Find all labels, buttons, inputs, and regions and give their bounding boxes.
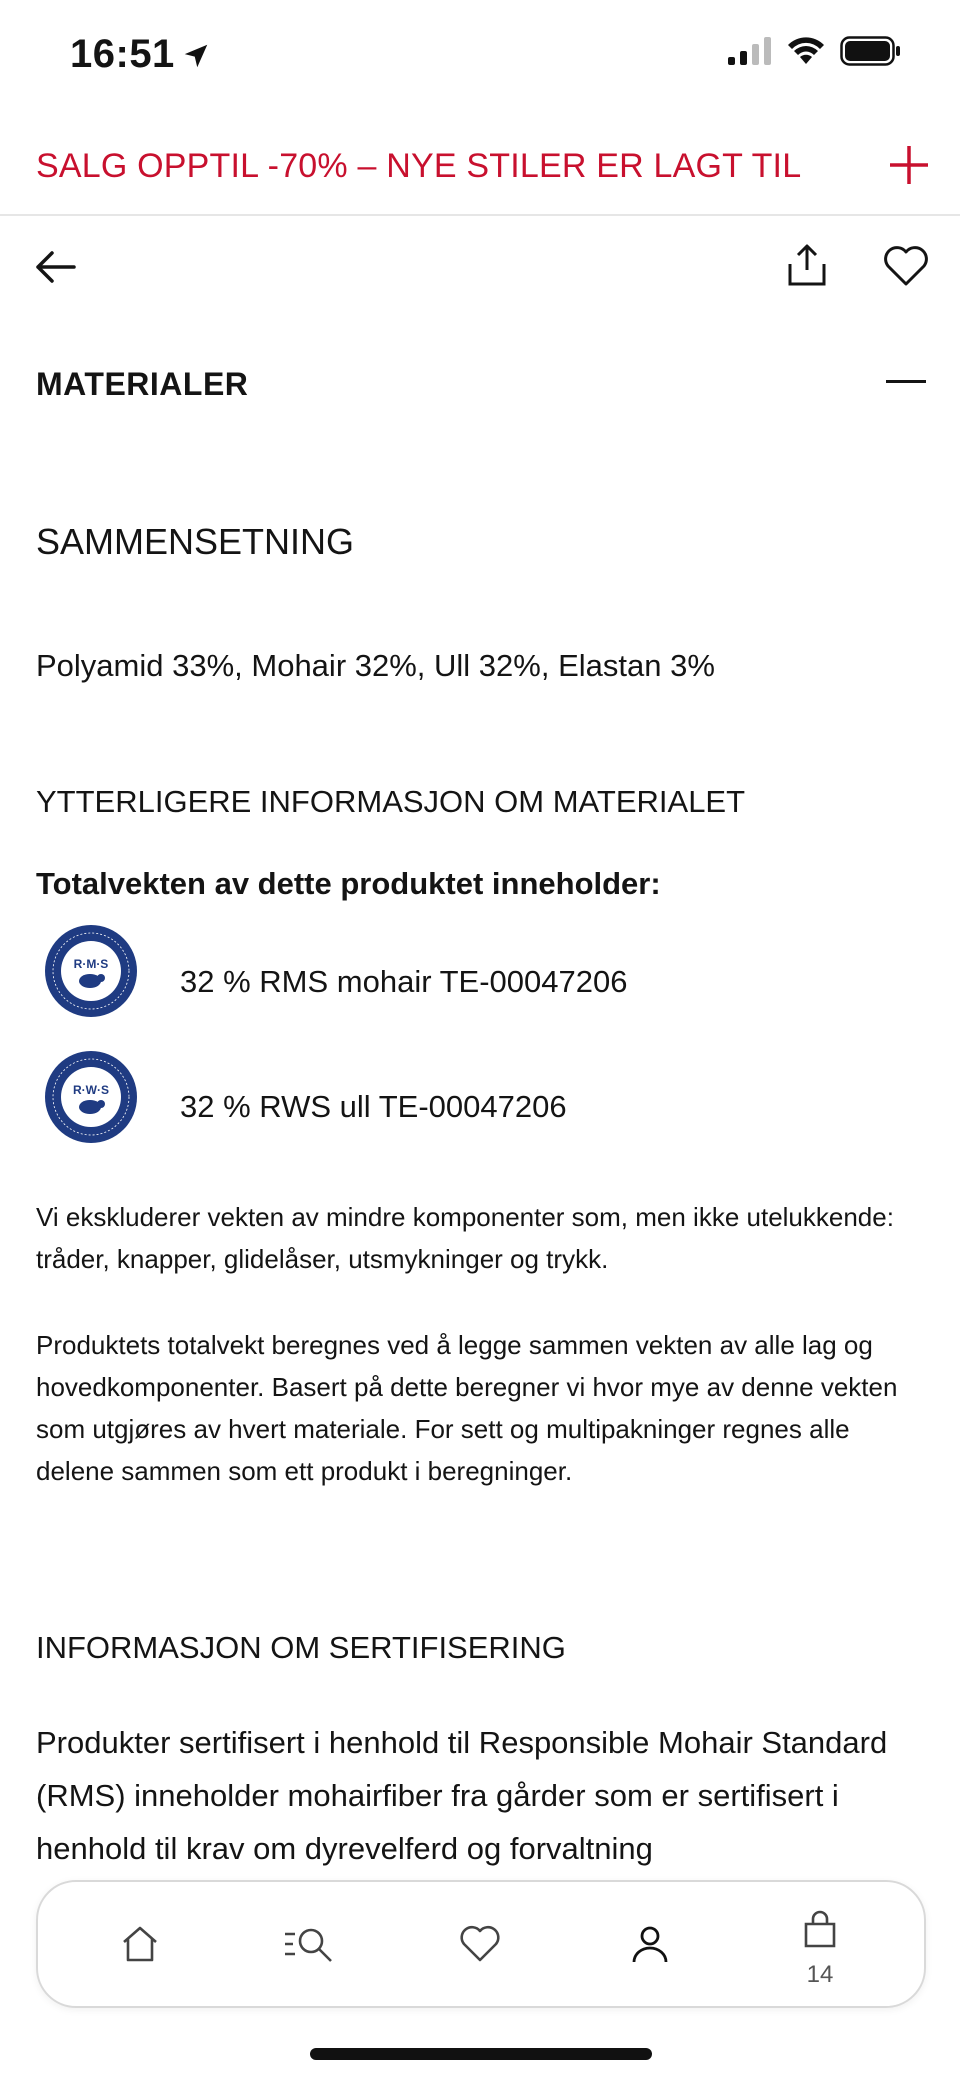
- svg-text:R·M·S: R·M·S: [73, 957, 109, 971]
- home-icon: [118, 1922, 162, 1966]
- bottom-tab-bar: [36, 1880, 926, 2008]
- status-icons: [728, 36, 902, 66]
- tab-favorites[interactable]: [420, 1882, 540, 2006]
- location-arrow-icon: [181, 41, 211, 71]
- back-arrow-icon[interactable]: [30, 242, 80, 292]
- composition-heading: SAMMENSETNING: [36, 521, 355, 562]
- home-indicator: [310, 2048, 652, 2060]
- shopping-bag-icon: [798, 1908, 842, 1952]
- promo-text: SALG OPPTIL -70% – NYE STILER ER LAGT TIL: [36, 147, 802, 185]
- cart-count: 14: [806, 1961, 834, 1988]
- collapse-icon[interactable]: [886, 380, 926, 383]
- heart-icon[interactable]: [880, 240, 932, 292]
- section-title: MATERIALER: [36, 366, 249, 402]
- search-icon: [283, 1922, 337, 1966]
- exclusion-paragraph: Vi ekskluderer vekten av mindre komponenter som, men ikke utelukkende: tråder, knapper, glidelåser, utsmykninger og trykk.: [36, 1202, 894, 1274]
- material-info-heading: YTTERLIGERE INFORMASJON OM MATERIALET: [36, 784, 746, 819]
- signal-icon: [728, 37, 772, 65]
- rms-certified-icon: [44, 924, 138, 1018]
- tab-cart[interactable]: [760, 1882, 880, 2006]
- rws-cert-text: 32 % RWS ull TE-00047206: [180, 1089, 567, 1124]
- rms-cert-text: 32 % RMS mohair TE-00047206: [180, 964, 628, 999]
- total-weight-label: Totalvekten av dette produktet inneholder:: [36, 866, 661, 901]
- promo-banner[interactable]: [0, 132, 960, 216]
- composition-text: Polyamid 33%, Mohair 32%, Ull 32%, Elastan 3%: [36, 648, 715, 683]
- user-icon: [628, 1922, 672, 1966]
- svg-text:R·W·S: R·W·S: [73, 1083, 109, 1097]
- share-icon[interactable]: [782, 240, 832, 290]
- tab-search[interactable]: [250, 1882, 370, 2006]
- status-time: 16:51: [70, 30, 211, 78]
- tab-account[interactable]: [590, 1882, 710, 2006]
- plus-icon[interactable]: [884, 140, 934, 190]
- wifi-icon: [786, 36, 826, 66]
- heart-icon: [458, 1922, 502, 1966]
- tab-home[interactable]: [80, 1882, 200, 2006]
- battery-icon: [840, 36, 902, 66]
- certification-info-text: Produkter sertifisert i henhold til Responsible Mohair Standard (RMS) inneholder mohairfiber fra gårder som er sertifisert i henhold til krav om dyrevelferd og forvaltning: [36, 1725, 888, 1866]
- rws-certified-icon: [44, 1050, 138, 1144]
- weight-calculation-paragraph: Produktets totalvekt beregnes ved å legge sammen vekten av alle lag og hovedkomponenter. Basert på dette beregner vi hvor mye av denne vekten som utgjøres av hvert materiale. For sett og multipakninger regnes alle delene sammen som ett produkt i beregninger.: [36, 1330, 898, 1486]
- certification-info-heading: INFORMASJON OM SERTIFISERING: [36, 1630, 566, 1665]
